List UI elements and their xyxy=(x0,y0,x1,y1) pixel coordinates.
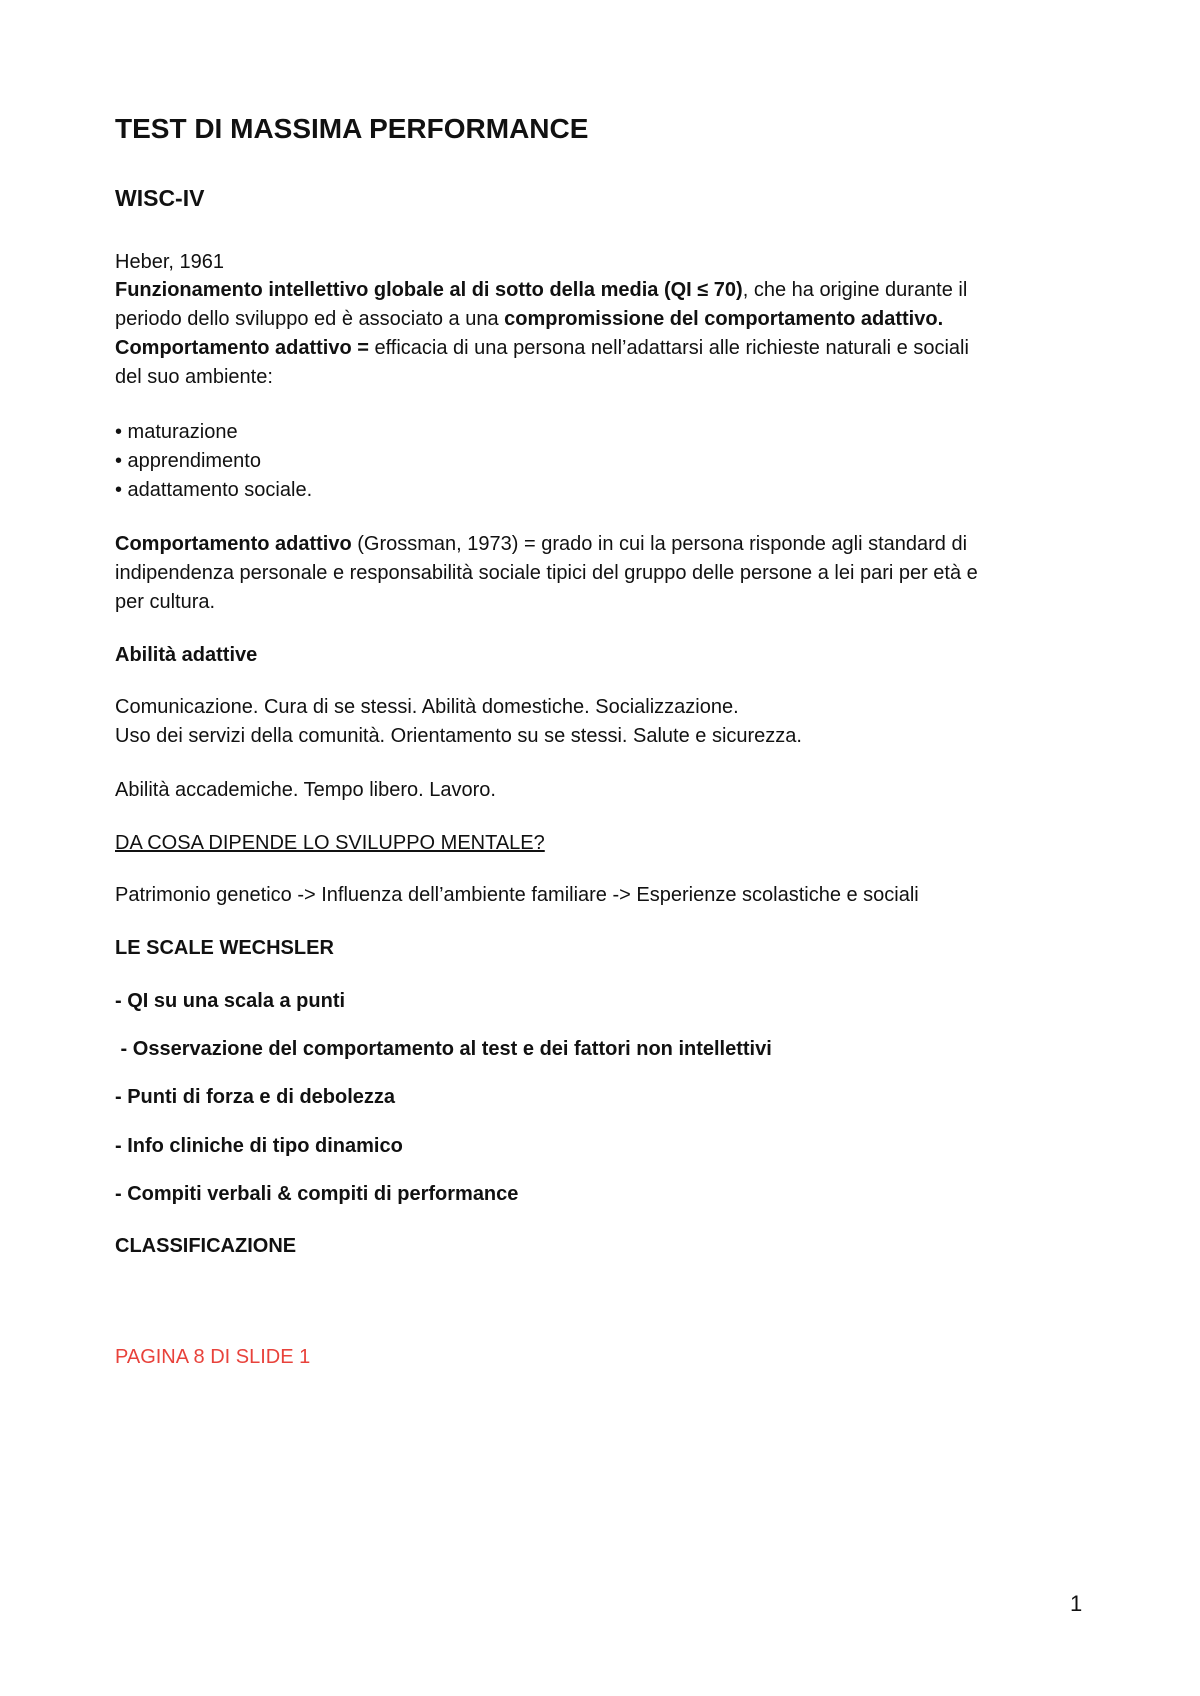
grossman-line-1 xyxy=(115,530,1095,559)
scale-item: - Punti di forza e di debolezza xyxy=(115,1086,396,1108)
definition-line-1 xyxy=(115,276,1095,305)
page-number: 1 xyxy=(1070,1591,1083,1616)
abilita-line: Uso dei servizi della comunità. Orientamento su se stessi. Salute e sicurezza. xyxy=(115,725,802,747)
definition-paragraph xyxy=(115,276,1095,392)
abilita-list xyxy=(115,693,1095,751)
grossman-bold: Comportamento adattivo xyxy=(115,533,352,555)
grossman-line-2: indipendenza personale e responsabilità sociale tipici del gruppo delle persone a lei pari per età e xyxy=(115,562,978,584)
document-title: TEST DI MASSIMA PERFORMANCE xyxy=(115,113,589,144)
patrimonio-line: Patrimonio genetico -> Influenza dell’ambiente familiare -> Esperienze scolastiche e sociali xyxy=(115,884,919,906)
scale-item: - Compiti verbali & compiti di performance xyxy=(115,1183,519,1205)
definition-bold-2: compromissione del comportamento adattivo. xyxy=(504,308,944,330)
grossman-text-1: (Grossman, 1973) = grado in cui la persona risponde agli standard di xyxy=(351,533,968,555)
definition-text-1: , che ha origine durante il xyxy=(742,279,968,301)
abilita-line-3: Abilità accademiche. Tempo libero. Lavoro. xyxy=(115,779,496,801)
classificazione-heading: CLASSIFICAZIONE xyxy=(115,1235,297,1257)
scale-item: - QI su una scala a punti xyxy=(115,990,346,1012)
definition-line-2 xyxy=(115,305,1095,334)
bullet-item: • maturazione xyxy=(115,421,238,443)
question-heading: DA COSA DIPENDE LO SVILUPPO MENTALE? xyxy=(115,832,545,854)
definition-line-3 xyxy=(115,334,1095,363)
scale-heading: LE SCALE WECHSLER xyxy=(115,937,334,959)
definition-line-4: del suo ambiente: xyxy=(115,366,273,388)
abilita-heading: Abilità adattive xyxy=(115,644,258,666)
bullet-item: • adattamento sociale. xyxy=(115,479,313,501)
section-title-wisc: WISC-IV xyxy=(115,185,205,211)
definition-bold-1: Funzionamento intellettivo globale al di sotto della media (QI ≤ 70) xyxy=(115,279,743,301)
bullet-list xyxy=(115,418,1095,505)
definition-text-2: periodo dello sviluppo ed è associato a una xyxy=(115,308,505,330)
citation-heber: Heber, 1961 xyxy=(115,251,224,273)
abilita-line: Comunicazione. Cura di se stessi. Abilità domestiche. Socializzazione. xyxy=(115,696,739,718)
scale-item: - Info cliniche di tipo dinamico xyxy=(115,1135,403,1157)
scale-item: - Osservazione del comportamento al test e dei fattori non intellettivi xyxy=(115,1038,772,1060)
grossman-paragraph xyxy=(115,530,1095,617)
definition-bold-3: Comportamento adattivo = xyxy=(115,337,369,359)
bullet-item: • apprendimento xyxy=(115,450,261,472)
definition-text-3: efficacia di una persona nell’adattarsi alle richieste naturali e sociali xyxy=(368,337,969,359)
slide-reference-note: PAGINA 8 DI SLIDE 1 xyxy=(115,1346,311,1368)
grossman-line-3: per cultura. xyxy=(115,591,216,613)
